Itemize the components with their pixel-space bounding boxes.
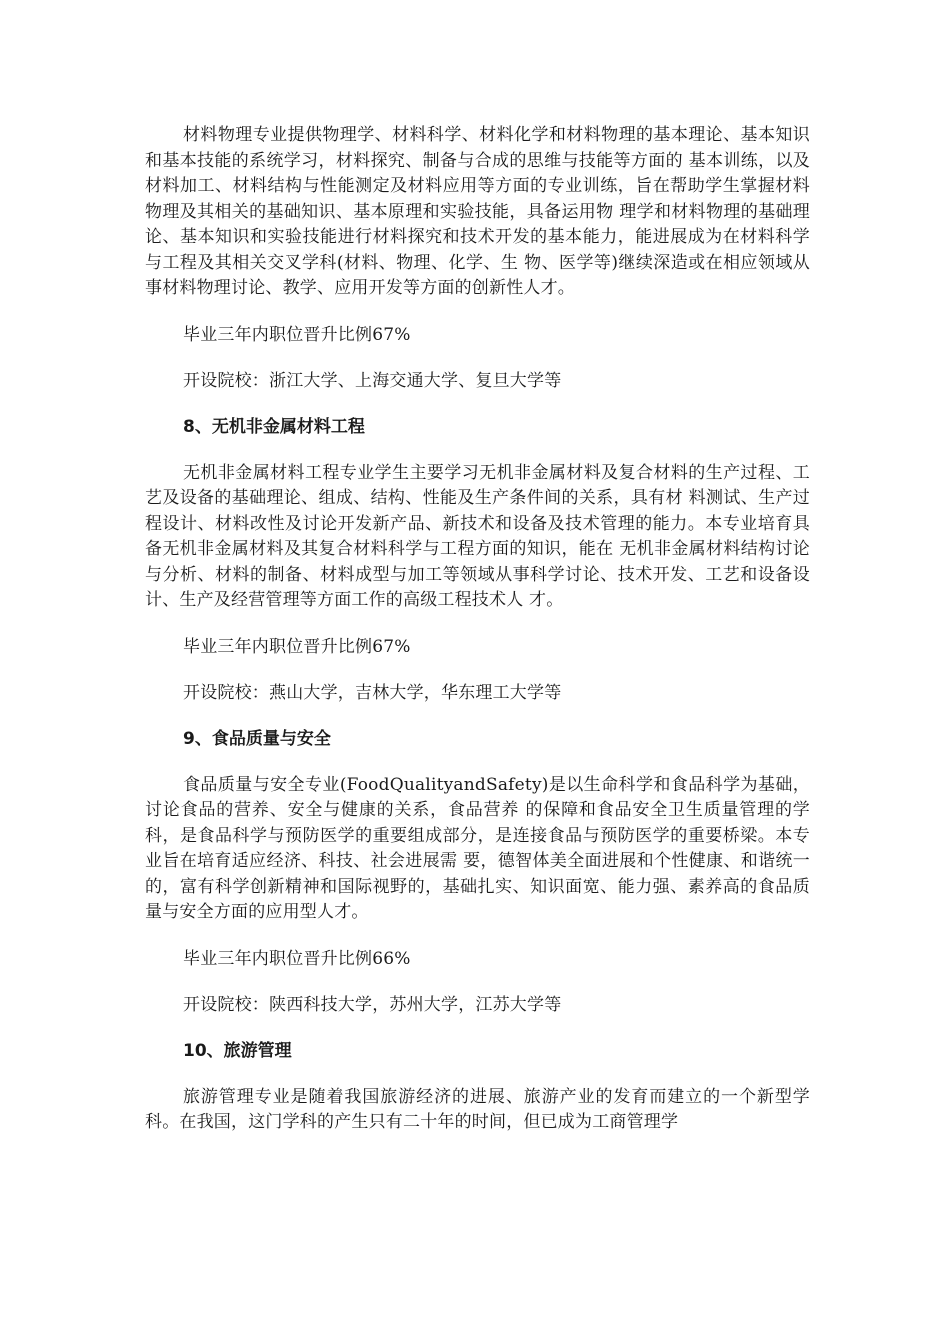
- promotion-rate: 毕业三年内职位晋升比例67%: [183, 324, 411, 345]
- promotion-rate: 毕业三年内职位晋升比例67%: [183, 636, 411, 657]
- section-heading: 10、旅游管理: [183, 1040, 292, 1061]
- promotion-rate: 毕业三年内职位晋升比例66%: [183, 948, 411, 969]
- section-description: 旅游管理专业是随着我国旅游经济的进展、旅游产业的发育而建立的一个新型学科。在我国，这门学科的产生只有二十年的时间，但已成为工商管理学: [145, 1086, 810, 1132]
- section-heading: 8、无机非金属材料工程: [183, 416, 365, 437]
- offering-schools: 开设院校：燕山大学，吉林大学，华东理工大学等: [183, 682, 562, 703]
- document-body: [145, 123, 810, 1136]
- section-description: 材料物理专业提供物理学、材料科学、材料化学和材料物理的基本理论、基本知识和基本技能的系统学习，材料探究、制备与合成的思维与技能等方面的 基本训练，以及材料加工、材料结构与性能测定及材料应用等方面的专业训练，旨在帮助学生掌握材料物理及其相关的基础知识、基本原理和实验技能，具备运用物 理学和材料物理的基础理论、基本知识和实验技能进行材料探究和技术开发的基本能力，能进展成为在材料科学与工程及其相关交叉学科(材料、物理、化学、生 物、医学等)继续深造或在相应领域从事材料物理讨论、教学、应用开发等方面的创新性人才。: [145, 125, 810, 298]
- offering-schools: 开设院校：浙江大学、上海交通大学、复旦大学等: [183, 370, 562, 391]
- section-description: 食品质量与安全专业(FoodQualityandSafety)是以生命科学和食品科学为基础，讨论食品的营养、安全与健康的关系，食品营养 的保障和食品安全卫生质量管理的学科，是食品科学与预防医学的重要组成部分，是连接食品与预防医学的重要桥梁。本专业旨在培育适应经济、科技、社会进展需 要，德智体美全面进展和个性健康、和谐统一的，富有科学创新精神和国际视野的，基础扎实、知识面宽、能力强、素养高的食品质量与安全方面的应用型人才。: [145, 774, 810, 922]
- section-heading: 9、食品质量与安全: [183, 728, 331, 749]
- section-description: 无机非金属材料工程专业学生主要学习无机非金属材料及复合材料的生产过程、工艺及设备的基础理论、组成、结构、性能及生产条件间的关系，具有材 料测试、生产过程设计、材料改性及讨论开发新产品、新技术和设备及技术管理的能力。本专业培育具备无机非金属材料及其复合材料科学与工程方面的知识，能在 无机非金属材料结构讨论与分析、材料的制备、材料成型与加工等领域从事科学讨论、技术开发、工艺和设备设计、生产及经营管理等方面工作的高级工程技术人 才。: [145, 462, 810, 610]
- offering-schools: 开设院校：陕西科技大学，苏州大学，江苏大学等: [183, 994, 562, 1015]
